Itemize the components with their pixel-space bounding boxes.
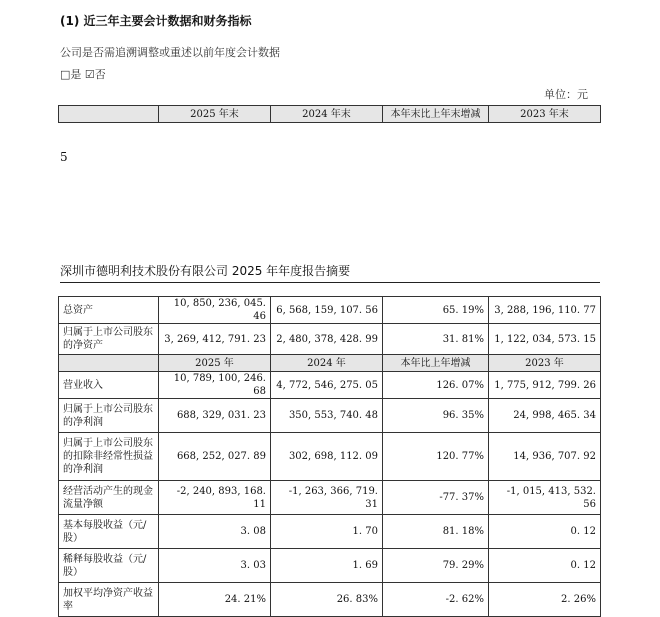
value-2024: 302, 698, 112. 09 bbox=[271, 433, 383, 481]
header-cell: 2025 年末 bbox=[159, 106, 271, 123]
value-2024: 6, 568, 159, 107. 56 bbox=[271, 297, 383, 324]
restate-options: □是 ☑否 bbox=[60, 68, 106, 81]
value-2025: 10, 850, 236, 045. 46 bbox=[159, 297, 271, 324]
header-cell: 2025 年 bbox=[159, 355, 271, 372]
value-change: 126. 07% bbox=[383, 372, 489, 399]
value-2023: 1, 122, 034, 573. 15 bbox=[489, 324, 601, 355]
value-2024: 1. 69 bbox=[271, 549, 383, 583]
unit-label: 单位：元 bbox=[544, 88, 588, 101]
value-2023: 24, 998, 465. 34 bbox=[489, 399, 601, 433]
value-2023: 14, 936, 707. 92 bbox=[489, 433, 601, 481]
value-2024: 26. 83% bbox=[271, 583, 383, 617]
table-header-row bbox=[59, 355, 601, 372]
header-cell bbox=[59, 355, 159, 372]
header-cell: 本年比上年增减 bbox=[383, 355, 489, 372]
value-2023: 3, 288, 196, 110. 77 bbox=[489, 297, 601, 324]
row-label: 经营活动产生的现金流量净额 bbox=[59, 481, 159, 515]
value-2025: 688, 329, 031. 23 bbox=[159, 399, 271, 433]
table-row bbox=[59, 399, 601, 433]
financial-data-table bbox=[58, 296, 601, 617]
restate-question: 公司是否需追溯调整或重述以前年度会计数据 bbox=[60, 46, 280, 59]
value-2023: 2. 26% bbox=[489, 583, 601, 617]
value-change: 79. 29% bbox=[383, 549, 489, 583]
table-row bbox=[59, 515, 601, 549]
row-label: 基本每股收益（元/股） bbox=[59, 515, 159, 549]
top-header-table bbox=[58, 105, 601, 123]
table-row bbox=[59, 297, 601, 324]
value-2025: 10, 789, 100, 246. 68 bbox=[159, 372, 271, 399]
value-change: 31. 81% bbox=[383, 324, 489, 355]
value-2023: 0. 12 bbox=[489, 515, 601, 549]
value-2023: -1, 015, 413, 532. 56 bbox=[489, 481, 601, 515]
value-2025: 3, 269, 412, 791. 23 bbox=[159, 324, 271, 355]
value-2023: 1, 775, 912, 799. 26 bbox=[489, 372, 601, 399]
value-change: 81. 18% bbox=[383, 515, 489, 549]
header-cell: 2023 年末 bbox=[489, 106, 601, 123]
row-label: 归属于上市公司股东的扣除非经常性损益的净利润 bbox=[59, 433, 159, 481]
row-label: 总资产 bbox=[59, 297, 159, 324]
table-row bbox=[59, 549, 601, 583]
value-2025: -2, 240, 893, 168. 11 bbox=[159, 481, 271, 515]
page-number: 5 bbox=[60, 150, 68, 164]
table-row bbox=[59, 372, 601, 399]
table-header-row bbox=[59, 106, 601, 123]
table-row bbox=[59, 433, 601, 481]
value-2024: 2, 480, 378, 428. 99 bbox=[271, 324, 383, 355]
value-2024: 1. 70 bbox=[271, 515, 383, 549]
table-row bbox=[59, 481, 601, 515]
header-cell: 2024 年 bbox=[271, 355, 383, 372]
row-label: 加权平均净资产收益率 bbox=[59, 583, 159, 617]
value-change: -77. 37% bbox=[383, 481, 489, 515]
table-row bbox=[59, 583, 601, 617]
value-2024: 4, 772, 546, 275. 05 bbox=[271, 372, 383, 399]
document-header: 深圳市德明利技术股份有限公司 2025 年年度报告摘要 bbox=[60, 264, 351, 278]
section-title: (1) 近三年主要会计数据和财务指标 bbox=[60, 14, 252, 28]
header-cell: 2024 年末 bbox=[271, 106, 383, 123]
row-label: 营业收入 bbox=[59, 372, 159, 399]
value-2025: 3. 08 bbox=[159, 515, 271, 549]
header-cell: 2023 年 bbox=[489, 355, 601, 372]
value-change: -2. 62% bbox=[383, 583, 489, 617]
value-2025: 24. 21% bbox=[159, 583, 271, 617]
value-2023: 0. 12 bbox=[489, 549, 601, 583]
row-label: 稀释每股收益（元/股） bbox=[59, 549, 159, 583]
header-rule bbox=[60, 282, 600, 283]
value-change: 96. 35% bbox=[383, 399, 489, 433]
table-row bbox=[59, 324, 601, 355]
row-label: 归属于上市公司股东的净资产 bbox=[59, 324, 159, 355]
value-2025: 3. 03 bbox=[159, 549, 271, 583]
header-cell bbox=[59, 106, 159, 123]
value-change: 65. 19% bbox=[383, 297, 489, 324]
row-label: 归属于上市公司股东的净利润 bbox=[59, 399, 159, 433]
header-cell: 本年末比上年末增减 bbox=[383, 106, 489, 123]
value-2024: 350, 553, 740. 48 bbox=[271, 399, 383, 433]
value-2025: 668, 252, 027. 89 bbox=[159, 433, 271, 481]
value-change: 120. 77% bbox=[383, 433, 489, 481]
value-2024: -1, 263, 366, 719. 31 bbox=[271, 481, 383, 515]
